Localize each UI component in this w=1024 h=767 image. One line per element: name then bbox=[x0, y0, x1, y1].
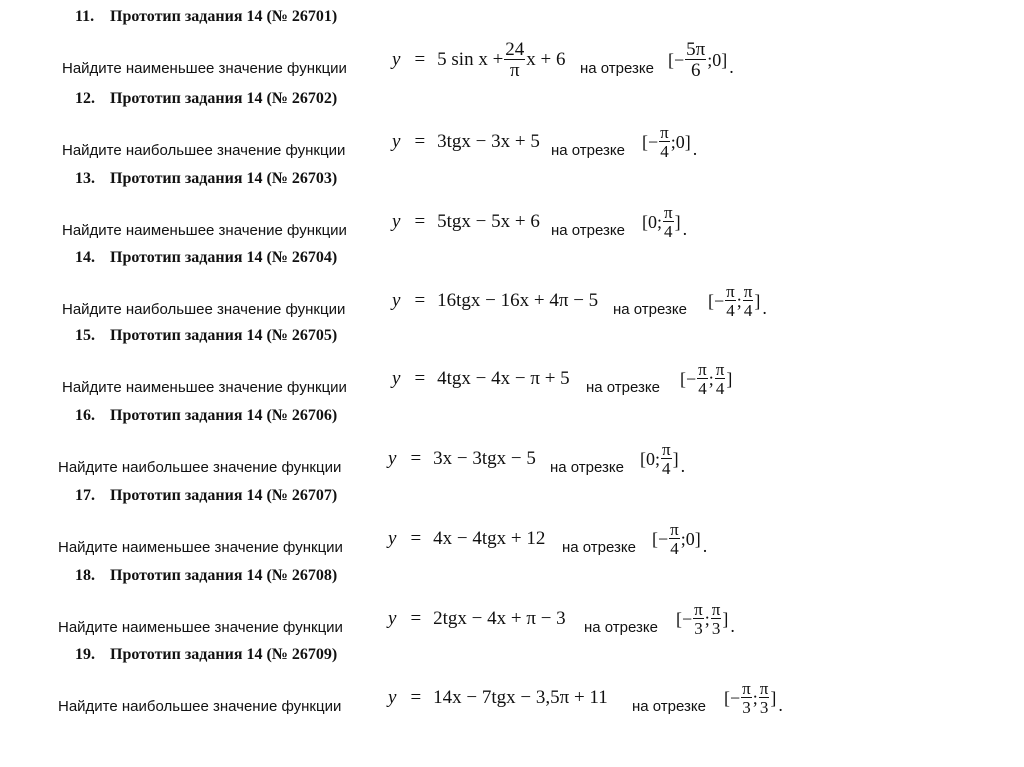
task-line bbox=[0, 38, 1024, 82]
task-title: 17. Прототип задания 14 (№ 26707) bbox=[75, 487, 338, 504]
task-title: 16. Прототип задания 14 (№ 26706) bbox=[75, 407, 338, 424]
segment-label: на отрезке bbox=[562, 539, 636, 556]
function-formula: y = 3x − 3tgx − 5 bbox=[388, 448, 536, 469]
task-line bbox=[0, 120, 1024, 164]
interval: [− $\frac{\pi}{4}$ ; $\frac{\pi}{4}$ ] . bbox=[708, 282, 767, 320]
task-prompt: Найдите наибольшее значение функции bbox=[62, 301, 346, 318]
segment-label: на отрезке bbox=[632, 698, 706, 715]
function-formula: y = 4x − 4tgx + 12 bbox=[388, 528, 546, 549]
segment-label: на отрезке bbox=[613, 301, 687, 318]
interval: [− $\frac{\pi}{3}$ ; $\frac{\pi}{3}$ ] . bbox=[724, 679, 783, 717]
task-title: 13. Прототип задания 14 (№ 26703) bbox=[75, 170, 338, 187]
function-formula: y = 16tgx − 16x + 4π − 5 bbox=[392, 290, 599, 311]
task-prompt: Найдите наибольшее значение функции bbox=[58, 459, 342, 476]
task-line bbox=[0, 279, 1024, 323]
task-14 bbox=[0, 249, 1024, 329]
task-prompt: Найдите наименьшее значение функции bbox=[62, 60, 347, 77]
segment-label: на отрезке bbox=[551, 142, 625, 159]
interval: [0; $\frac{\pi}{4}$ ] . bbox=[640, 440, 686, 478]
function-formula: y = 5tgx − 5x + 6 bbox=[392, 211, 540, 232]
interval: [− $\frac{5\pi}{6}$ ;0] . bbox=[668, 39, 734, 81]
task-prompt: Найдите наименьшее значение функции bbox=[62, 222, 347, 239]
task-title: 15. Прототип задания 14 (№ 26705) bbox=[75, 327, 338, 344]
task-line bbox=[0, 597, 1024, 641]
segment-label: на отрезке bbox=[580, 60, 654, 77]
task-title: 19. Прототип задания 14 (№ 26709) bbox=[75, 646, 338, 663]
task-line bbox=[0, 437, 1024, 481]
task-12 bbox=[0, 90, 1024, 170]
task-title: 11. Прототип задания 14 (№ 26701) bbox=[75, 8, 338, 25]
interval: [0; $\frac{\pi}{4}$ ] . bbox=[642, 203, 688, 241]
task-prompt: Найдите наименьшее значение функции bbox=[58, 619, 343, 636]
task-18 bbox=[0, 567, 1024, 647]
task-13 bbox=[0, 170, 1024, 250]
task-11 bbox=[0, 8, 1024, 88]
segment-label: на отрезке bbox=[586, 379, 660, 396]
task-line bbox=[0, 676, 1024, 720]
segment-label: на отрезке bbox=[550, 459, 624, 476]
interval: [− $\frac{\pi}{3}$ ; $\frac{\pi}{3}$ ] . bbox=[676, 600, 735, 638]
task-15 bbox=[0, 327, 1024, 407]
function-formula: y = 14x − 7tgx − 3,5π + 11 bbox=[388, 687, 608, 708]
task-17 bbox=[0, 487, 1024, 567]
interval: [− $\frac{\pi}{4}$ ; $\frac{\pi}{4}$ ] bbox=[680, 360, 733, 398]
task-title: 14. Прототип задания 14 (№ 26704) bbox=[75, 249, 338, 266]
task-title: 12. Прототип задания 14 (№ 26702) bbox=[75, 90, 338, 107]
task-prompt: Найдите наибольшее значение функции bbox=[58, 698, 342, 715]
segment-label: на отрезке bbox=[584, 619, 658, 636]
task-prompt: Найдите наименьшее значение функции bbox=[58, 539, 343, 556]
task-line bbox=[0, 200, 1024, 244]
task-16 bbox=[0, 407, 1024, 487]
function-formula: y = 4tgx − 4x − π + 5 bbox=[392, 368, 570, 389]
task-19 bbox=[0, 646, 1024, 726]
function-formula: y = 5 sin x + $\frac{24}{\pi}$ x + 6 bbox=[392, 39, 566, 81]
task-prompt: Найдите наименьшее значение функции bbox=[62, 379, 347, 396]
function-formula: y = 2tgx − 4x + π − 3 bbox=[388, 608, 566, 629]
interval: [− $\frac{\pi}{4}$ ;0] . bbox=[642, 123, 698, 161]
segment-label: на отрезке bbox=[551, 222, 625, 239]
task-line bbox=[0, 517, 1024, 561]
function-formula: y = 3tgx − 3x + 5 bbox=[392, 131, 540, 152]
task-line bbox=[0, 357, 1024, 401]
interval: [− $\frac{\pi}{4}$ ;0] . bbox=[652, 520, 708, 558]
task-prompt: Найдите наибольшее значение функции bbox=[62, 142, 346, 159]
task-title: 18. Прототип задания 14 (№ 26708) bbox=[75, 567, 338, 584]
